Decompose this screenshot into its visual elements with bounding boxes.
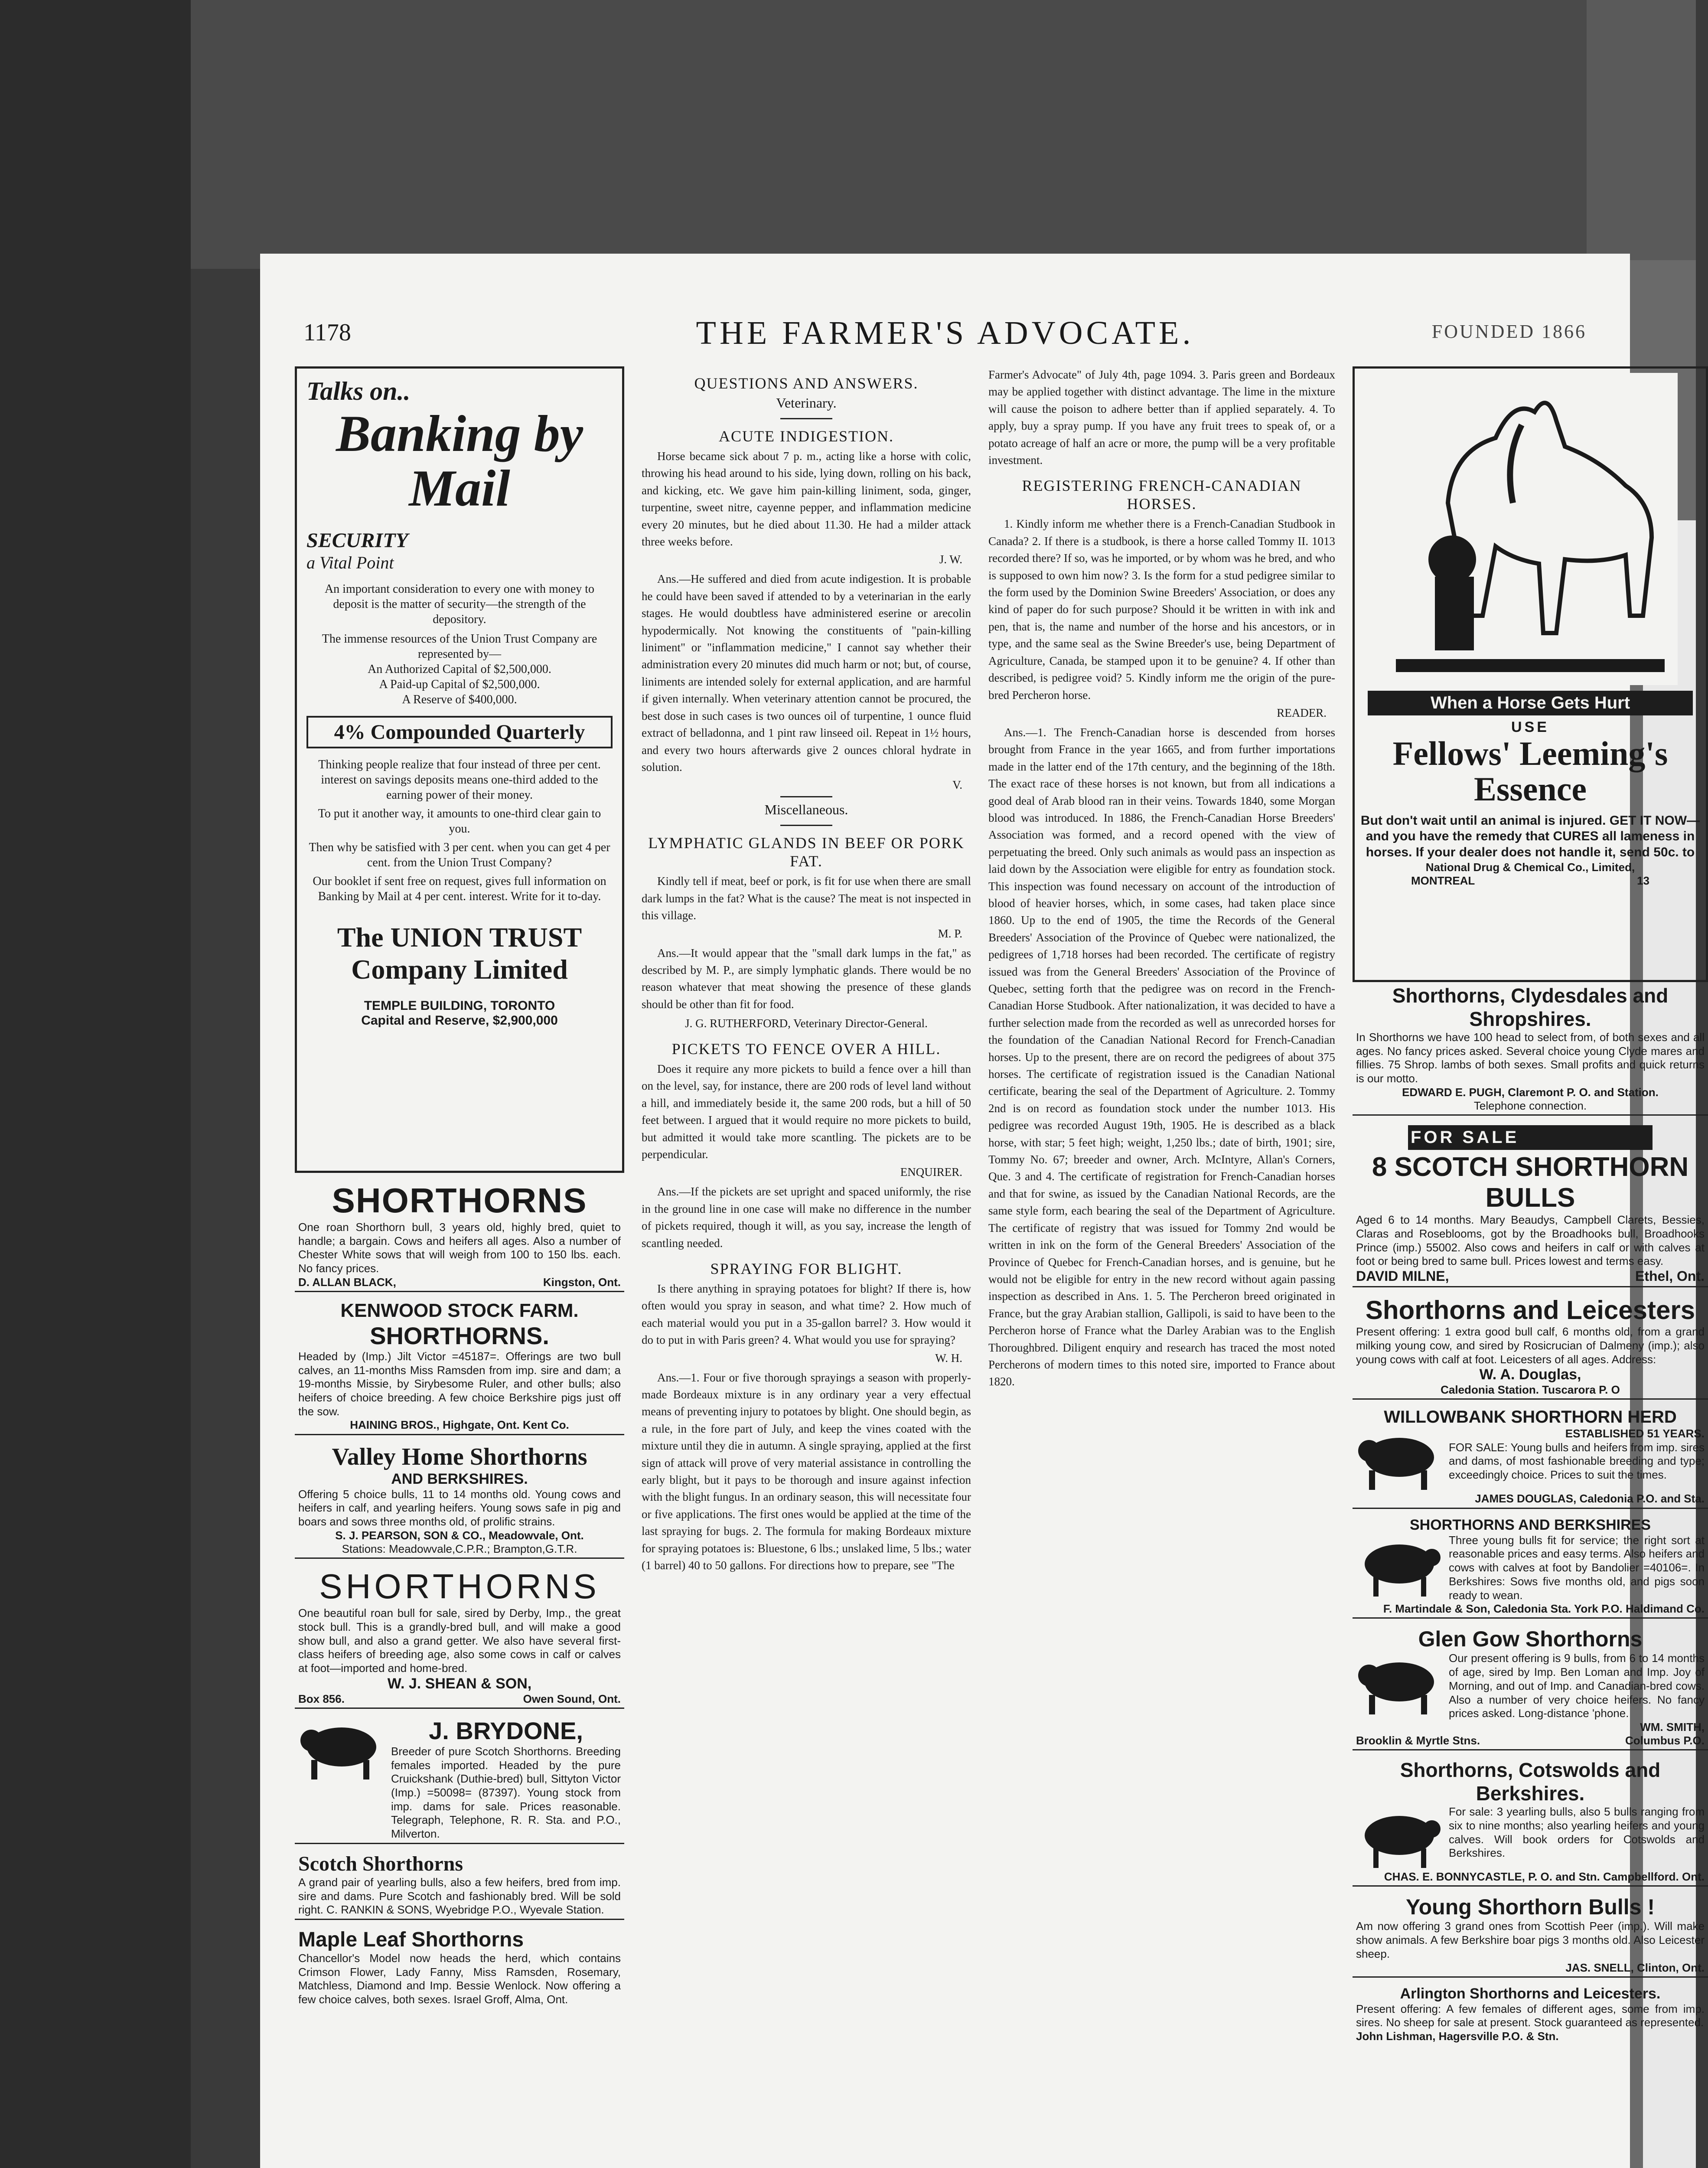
masthead: THE FARMER'S ADVOCATE. bbox=[696, 315, 1194, 351]
use-label: USE bbox=[1511, 719, 1549, 735]
ad-body: Present offering: A few females of different ages, some from imp. sires. No sheep for sale at present. Stock guaranteed as represented. bbox=[1356, 2002, 1705, 2029]
lishman-ad bbox=[1353, 1984, 1708, 2045]
signature: W. H. bbox=[935, 1351, 962, 1365]
ad-heading: Glen Gow Shorthorns bbox=[1418, 1627, 1643, 1652]
ad-body: One beautiful roan bull for sale, sired by Derby, Imp., the great stock bull. This is a grandly-bred bull, and will make a good show bull, and also a grand getter. We also have several first-class heifers of breeding age, also some cows in calf or calves at foot—imported and home-bred. bbox=[298, 1606, 621, 1675]
ad-heading: Maple Leaf Shorthorns bbox=[298, 1928, 524, 1951]
question-text: 1. Kindly inform me whether there is a French-Canadian Studbook in Canada? 2. If there is a studbook, is there a horse called Tommy II. 1013 recorded there? If so, was he imported, or by whom was he bred, and who is supposed to own him now? 3. Is the form for a stud pedigree similar to the form used by the Dominion Swine Breeders' Association, or does any kind of paper do for such purpose? Should it be written in with ink and pen, that is, the name and number of the horse and his ancestors, or in type, and the same seal as the Swine Breeder's use, being Department of Agriculture, Canada, be stamped upon it to be genuine? 4. If other than described, is pedigree void? 5. Kindly inform me the origin of the pure-bred Percheron horse. bbox=[988, 517, 1335, 702]
banking-paragraph: A Paid-up Capital of $2,500,000. bbox=[379, 678, 540, 691]
signature: M. P. bbox=[938, 927, 962, 940]
ad-name: JAMES DOUGLAS, Caledonia P.O. and Sta. bbox=[1475, 1492, 1705, 1505]
company-name: National Drug & Chemical Co., Limited, bbox=[1425, 860, 1635, 874]
ad-body: Our present offering is 9 bulls, from 6 to 14 months of age, sired by Imp. Ben Loman and Imp. Joy of Morning, and out of Imp. and Canadian-bred cows. Also a number of very choice heifers. No fancy prices asked. Long-distance 'phone. bbox=[1449, 1652, 1705, 1720]
section-subtitle: Miscellaneous. bbox=[764, 802, 848, 818]
company-city: MONTREAL bbox=[1411, 874, 1475, 887]
question-text: Is there anything in spraying potatoes for blight? If there is, how often would you spray in season, and what time? 2. How much of each material would you put in a 35-gallon barrel? 3. How would it do to put in with Paris green? 4. What would you use for spraying? bbox=[642, 1282, 971, 1347]
fellows-leemings-ad bbox=[1353, 366, 1708, 982]
article-heading: LYMPHATIC GLANDS IN BEEF OR PORK FAT. bbox=[648, 834, 965, 870]
ad-body: Aged 6 to 14 months. Mary Beaudys, Campbell Clarets, Bessies, Claras and Roseblooms, got by the Broadhooks bull, Broadhooks Prince (imp.) 55002. Also cows and heifers in calf or with calves at foot or being bred to same bull. Prices lowest and terms easy. bbox=[1356, 1213, 1705, 1268]
article-heading: REGISTERING FRENCH-CANADIAN HORSES. bbox=[1022, 477, 1302, 513]
martindale-ad bbox=[1353, 1515, 1708, 1619]
ad-heading: Shorthorns, Clydesdales and Shropshires. bbox=[1392, 984, 1669, 1030]
ad-body: A grand pair of yearling bulls, also a few heifers, bred from imp. sire and dams. Pure Scotch and fashionably bred. Will be sold right. C. RANKIN & SONS, Wyebridge P.O., Wyevale Station. bbox=[298, 1875, 621, 1917]
sheep-icon bbox=[1356, 1805, 1443, 1870]
ad-body: Present offering: 1 extra good bull calf, 6 months old, from a grand milking young cow, and sired by Rosicrucian of Dalmeny (imp.); also young cows with calf at foot. Leicesters of all ages. Address: bbox=[1356, 1325, 1705, 1366]
ad-subheading: SHORTHORNS. bbox=[370, 1322, 549, 1349]
question-text: Horse became sick about 7 p. m., acting like a horse with colic, throwing his head around to his side, lying down, rolling on his back, and kicking, etc. We gave him pain-killing liniment, soda, ginger, turpentine, sweet nitre, cayenne pepper, and inflammation medicine every 20 minutes, but he died about 11.30. He had a milder attack three weeks before. bbox=[642, 450, 971, 549]
divider bbox=[780, 418, 832, 419]
signature: ENQUIRER. bbox=[900, 1166, 962, 1179]
ad-post-office: Columbus P.O. bbox=[1625, 1734, 1705, 1747]
ad-name: JAS. SNELL, Clinton, Ont. bbox=[1565, 1961, 1705, 1974]
ad-body: FOR SALE: Young bulls and heifers from imp. sires and dams, of most fashionable breeding and type; exceedingly choice. Prices to suit the times. bbox=[1449, 1440, 1705, 1482]
scan-backdrop-left bbox=[0, 0, 191, 2168]
shean-ad bbox=[295, 1565, 624, 1709]
ad-body: In Shorthorns we have 100 head to select from, of both sexes and all ages. No fancy prices asked. Several choice young Clyde mares and fillies. 75 Shrop. lambs of both sexes. Small profits and quick returns is our motto. bbox=[1356, 1031, 1705, 1085]
scotch-shorthorns-ad bbox=[295, 1850, 624, 1920]
signature: READER. bbox=[1277, 706, 1327, 719]
scan-backdrop-top bbox=[0, 0, 1696, 269]
maple-leaf-ad bbox=[295, 1926, 624, 2008]
answer-text: Ans.—If the pickets are set upright and spaced uniformly, the rise in the ground line in one case will make no difference in the number of pickets required, though it will, as you say, increase the length of scantling needed. bbox=[642, 1185, 971, 1250]
section-subtitle: Veterinary. bbox=[776, 395, 837, 411]
question-text: Kindly tell if meat, beef or pork, is fit for use when there are small dark lumps in the fat? What is the cause? The meat is not inspected in this village. bbox=[642, 875, 971, 922]
credit-line: J. G. RUTHERFORD, Veterinary Director-General. bbox=[685, 1017, 928, 1030]
question-text: Does it require any more pickets to build a fence over a hill than on the level, say, for instance, there are 200 rods of level land without a hill, and immediately beside it, the same 200 rods, but a hill of 50 feet between. I argued that it would require no more pickets to build, but admitted it would take more scantling. The pickets are to be perpendicular. bbox=[642, 1062, 971, 1161]
banking-by-mail-title: Banking by Mail bbox=[336, 405, 583, 517]
ad-name: WM. SMITH, bbox=[1640, 1721, 1705, 1734]
answer-text: Ans.—1. Four or five thorough sprayings a season with properly-made Bordeaux mixture is in any ordinary year a very effectual means of preventing injury to potatoes by blight. One should begin, as a rule, in the fore part of July, and keep the vines coated with the mixture until they die in autumn. A single spraying, applied at the first sign of attack will prove of very material assistance in controlling the early blight, but it pays to be thorough and insure against infection with the blight fungus. In an ordinary season, this will necessitate four or five applications. The first ones would be applied at the time of the last spraying for bugs. 2. The formula for making Bordeaux mixture for spraying potatoes is: Bluestone, 6 lbs.; unslaked lime, 5 lbs.; water (1 barrel) 40 to 50 gallons. For directions how to prepare, see "The bbox=[642, 1371, 971, 1572]
ad-heading: 8 SCOTCH SHORTHORN BULLS bbox=[1372, 1152, 1689, 1213]
ad-name: F. Martindale & Son, Caledonia Sta. York P.O. Haldimand Co. bbox=[1383, 1602, 1705, 1616]
answer-text: Ans.—He suffered and died from acute indigestion. It is probable he could have been saved if attended to by a veterinarian in the early stages. He would doubtless have administered eserine or arecolin hypodermically. Not knowing the constituents of "pain-killing liniment" or "inflammation medicine," I cannot say whether their administration every 20 minutes did much harm or not; but, of course, liniments are intended solely for external application, and are harmful if given internally. When veterinary attention cannot be procured, the best dose in such cases is two ounces oil of turpentine, 1 ounce fluid extract of belladonna, and 1 pint raw linseed oil. Repeat in 1½ hours, and every two hours afterwards give 2 ounces chloral hydrate in solution. bbox=[642, 572, 971, 774]
ad-name: EDWARD E. PUGH, Claremont P. O. and Station. bbox=[1402, 1085, 1659, 1099]
ad-telephone: Telephone connection. bbox=[1473, 1099, 1587, 1113]
signature: V. bbox=[952, 778, 962, 792]
ad-body: Am now offering 3 grand ones from Scottish Peer (imp.). Will make show animals. A few Berkshire boar pigs 3 months old. Also Leicester sheep. bbox=[1356, 1920, 1705, 1960]
newspaper-page bbox=[260, 254, 1705, 2168]
ad-heading: Arlington Shorthorns and Leicesters. bbox=[1400, 1985, 1661, 2002]
ad-heading: SHORTHORNS bbox=[332, 1181, 587, 1220]
fellows-title: Fellows' Leeming's Essence bbox=[1392, 735, 1668, 808]
ad-body: Three young bulls fit for service; the right sort at reasonable prices and easy terms. Also heifers and cows with calves at foot by Bandolier =40106=. In Berkshires: Sows five months old, and pigs soon ready to wean. bbox=[1449, 1533, 1705, 1602]
milne-ad bbox=[1353, 1122, 1708, 1287]
brydone-ad bbox=[295, 1715, 624, 1844]
ad-box: Box 856. bbox=[298, 1692, 345, 1705]
ad-place: Owen Sound, Ont. bbox=[523, 1692, 621, 1705]
ad-place: Ethel, Ont. bbox=[1635, 1268, 1705, 1284]
ad-heading: Shorthorns, Cotswolds and Berkshires. bbox=[1400, 1759, 1661, 1805]
banking-paragraph: To put it another way, it amounts to one-third clear gain to you. bbox=[318, 807, 601, 836]
horse-illustration bbox=[1383, 373, 1678, 685]
ad-heading: Shorthorns and Leicesters bbox=[1365, 1296, 1695, 1325]
ad-number: 13 bbox=[1637, 874, 1649, 887]
bonnycastle-ad bbox=[1353, 1757, 1708, 1887]
ad-name: D. ALLAN BLACK, bbox=[298, 1275, 396, 1289]
founded-line: FOUNDED 1866 bbox=[1431, 321, 1587, 342]
ad-heading: Young Shorthorn Bulls ! bbox=[1406, 1895, 1655, 1920]
ad-body: Offering 5 choice bulls, 11 to 14 months old. Young cows and heifers in calf, and yearling heifers. Young sows safe in pig and boars and sows three months old, of prolific strains. bbox=[298, 1487, 621, 1528]
ad-name: W. J. SHEAN & SON, bbox=[387, 1675, 532, 1692]
article-heading: PICKETS TO FENCE OVER A HILL. bbox=[671, 1040, 941, 1058]
section-title: QUESTIONS AND ANSWERS. bbox=[694, 375, 919, 392]
glen-gow-ad bbox=[1353, 1625, 1708, 1750]
douglas-ad bbox=[1353, 1293, 1708, 1400]
answer-text: Ans.—1. The French-Canadian horse is descended from horses brought from France in the year 1665, and from further importations made in the latter end of the 17th century, and the beginning of the 18th. The exact race of these horses is not known, but from all indications a good deal of Arab blood ran in their veins. Towards 1840, some Morgan blood was introduced. In 1886, the French-Canadian Horse Breeders' Association was formed, and a record opened with the view of perpetuating the breed. Only such animals as would pass an inspection as laid down by the Association were eligible for entry as foundation stock. This inspection was found necessary on account of the introduction of blood of heavier horses, which, in some cases, had taken place since 1860. Up to the end of 1905, the time the Records of the General Breeders' Association of the Province of Quebec were nationalized, the pedigrees of 1,718 horses had been recorded. The certificate of registry issued was from the General Breeders' Association of the Province of Quebec, setting forth that the pedigree was on record in the French-Canadian Horse Studbook. After nationalization, it was decided to have a further selection made from the recorded as well as unrecorded horses for the foundation of the Canadian National Record for French-Canadian horses. Up to the present, there are on record the pedigrees of about 375 horses. The certificate of registration issued is the Canadian National certificate, bearing the seal of the Department of Agriculture. 2. Tommy 2nd is on record as foundation stock under the number 1013. His pedigree was recorded August 19th, 1905. He is described as a black horse, with star; 5 feet high; weight, 1,250 lbs.; date of birth, 1901; sire, Tommy No. 67; breeder and owner, Arch. McIntyre, Allan's Corners, Que. 3 and 4. The certificate of registration for French-Canadian horses and that for swine, as issued by the Canadian National Records, are the same style form, each bearing the seal of the Department of Agriculture. The certificate of registry that was issued for Tommy 2nd would be written in ink on the form of the General Breeders' Association of the Province of Quebec for French-Canadian horses, and is genuine, but he would not be eligible for entry in the new record without again passing inspection as described in Ans. 1. 5. The Percheron breed originated in France, but the gray Arabian stallion, Gallipoli, is said to have been to the Percheron horse of France what the Darley Arabian was to the English Thoroughbred. Diligent enquiry and research has traced the most noted Percherons of modern times to this noted sire, imported to France about 1820. bbox=[988, 725, 1335, 1388]
column-ads-right bbox=[1353, 366, 1708, 2051]
security-subheading: a Vital Point bbox=[306, 553, 394, 572]
snell-ad bbox=[1353, 1893, 1708, 1977]
banking-paragraph: Our booklet if sent free on request, gives full information on Banking by Mail at 4 per cent. interest. Write for it to-day. bbox=[313, 875, 606, 903]
ad-place: Kingston, Ont. bbox=[543, 1275, 621, 1289]
ad-heading: Valley Home Shorthorns bbox=[332, 1443, 587, 1470]
ad-name: DAVID MILNE, bbox=[1356, 1268, 1449, 1284]
signature: J. W. bbox=[939, 553, 962, 566]
horse-banner: When a Horse Gets Hurt bbox=[1368, 691, 1693, 715]
bull-icon bbox=[1356, 1427, 1443, 1492]
ad-stations: Brooklin & Myrtle Stns. bbox=[1356, 1734, 1480, 1747]
valley-home-ad bbox=[295, 1441, 624, 1559]
union-address: TEMPLE BUILDING, TORONTO bbox=[364, 999, 555, 1013]
compounded-heading: 4% Compounded Quarterly bbox=[306, 716, 613, 748]
ad-body: Chancellor's Model now heads the herd, which contains Crimson Flower, Lady Fanny, Miss Ramsden, Rosemary, Matchless, Diamond and Imp. Bessie Wenlock. Now offering a few choice calves, both sexes. Israel Groff, Alma, Ont. bbox=[298, 1951, 621, 2006]
for-sale-banner: FOR SALE bbox=[1408, 1125, 1653, 1150]
union-trust-logo: The UNION TRUST Company Limited bbox=[337, 922, 582, 985]
ad-heading: Scotch Shorthorns bbox=[298, 1852, 463, 1875]
ad-body: For sale: 3 yearling bulls, also 5 bulls ranging from six to nine months; also yearling heifers and young calves. Will book orders for Cotswolds and Berkshires. bbox=[1449, 1805, 1705, 1860]
union-trust-ad bbox=[295, 366, 624, 1173]
pugh-ad bbox=[1353, 982, 1708, 1116]
ad-name: CHAS. E. BONNYCASTLE, P. O. and Stn. Campbellford. Ont. bbox=[1384, 1870, 1705, 1884]
ad-heading: SHORTHORNS AND BERKSHIRES bbox=[1409, 1516, 1651, 1533]
ad-name: HAINING BROS., Highgate, Ont. Kent Co. bbox=[350, 1418, 569, 1432]
article-heading: ACUTE INDIGESTION. bbox=[719, 428, 894, 445]
ad-heading: J. BRYDONE, bbox=[429, 1717, 583, 1744]
page-header bbox=[303, 314, 1587, 358]
banking-paragraph: Then why be satisfied with 3 per cent. when you can get 4 per cent. from the Union Trust Company? bbox=[309, 841, 610, 869]
talks-on: Talks on.. bbox=[306, 377, 411, 405]
ad-subheading: AND BERKSHIRES. bbox=[391, 1470, 528, 1487]
column-ads-left bbox=[295, 366, 624, 2015]
banking-paragraph: A Reserve of $400,000. bbox=[402, 693, 517, 706]
ad-body: Headed by (Imp.) Jilt Victor =45187=. Offerings are two bull calves, an 11-months Miss Ramsden from imp. sire and dam; a 19-months Missie, by Sirybesome Ruler, and other bulls; also heifers of choice breeding. A few choice Berkshire pigs just off the sow. bbox=[298, 1349, 621, 1418]
ad-body: But don't wait until an animal is injured. GET IT NOW—and you have the remedy that CURES all lameness in horses. If your dealer does not handle it, send 50c. to bbox=[1360, 813, 1700, 859]
union-capital: Capital and Reserve, $2,900,000 bbox=[361, 1013, 558, 1028]
ad-heading: KENWOOD STOCK FARM. bbox=[340, 1299, 579, 1321]
banking-paragraph: An Authorized Capital of $2,500,000. bbox=[368, 663, 551, 676]
kenwood-ad bbox=[295, 1298, 624, 1435]
willowbank-ad bbox=[1353, 1406, 1708, 1508]
banking-paragraph: The immense resources of the Union Trust Company are represented by— bbox=[322, 632, 597, 661]
ad-heading: WILLOWBANK SHORTHORN HERD bbox=[1384, 1407, 1677, 1427]
bull-icon bbox=[298, 1717, 385, 1782]
answer-text: Ans.—It would appear that the "small dark lumps in the fat," as described by M. P., are simply lymphatic glands. There would be no reason whatever that meat showing the presence of these glands should be other than fit for food. bbox=[642, 946, 971, 1011]
ad-body: Breeder of pure Scotch Shorthorns. Breeding females imported. Headed by the pure Cruickshank (Duthie-bred) bull, Sittyton Victor (Imp.) =50098= (87397). Young stock from imp. dams for sale. Prices reasonable. Telegraph, Telephone, R. R. Sta. and P.O., Milverton. bbox=[391, 1744, 621, 1841]
continued-text: Farmer's Advocate" of July 4th, page 1094. 3. Paris green and Bordeaux may be applied together with distinct advantage. The lime in the mixture will cause the poison to adhere better than if applied separately. 4. To apply, buy a spray pump. If you have any fruit trees to speak of, or a potato acreage of half an acre or more, the pump will be a very profitable investment. bbox=[988, 368, 1335, 467]
column-questions bbox=[642, 366, 971, 1577]
black-shorthorns-ad bbox=[295, 1179, 624, 1292]
ad-established: ESTABLISHED 51 YEARS. bbox=[1565, 1427, 1705, 1440]
ad-heading: SHORTHORNS bbox=[319, 1567, 600, 1606]
page-number: 1178 bbox=[303, 319, 351, 346]
ad-name: W. A. Douglas, bbox=[1479, 1366, 1581, 1383]
article-heading: SPRAYING FOR BLIGHT. bbox=[710, 1260, 903, 1278]
ad-name: John Lishman, Hagersville P.O. & Stn. bbox=[1356, 2030, 1559, 2043]
security-heading: SECURITY bbox=[306, 529, 408, 552]
banking-paragraph: Thinking people realize that four instead of three per cent. interest on savings deposits means one-third added to the earning power of their money. bbox=[318, 758, 601, 802]
ad-body: One roan Shorthorn bull, 3 years old, highly bred, quiet to handle; a bargain. Cows and heifers all ages. Also a number of Chester White sows that will weigh from 100 to 150 lbs. each. No fancy prices. bbox=[298, 1221, 621, 1275]
column-articles bbox=[988, 366, 1335, 1393]
banking-paragraph: An important consideration to every one with money to deposit is the matter of security—the strength of the depository. bbox=[324, 582, 595, 626]
ad-place: Caledonia Station. Tuscarora P. O bbox=[1441, 1383, 1620, 1397]
ad-name: S. J. PEARSON, SON & CO., Meadowvale, Ont. bbox=[335, 1528, 584, 1542]
sheep-icon bbox=[1356, 1534, 1443, 1599]
divider bbox=[780, 796, 832, 797]
bull-icon bbox=[1356, 1652, 1443, 1717]
ad-stations: Stations: Meadowvale,C.P.R.; Brampton,G.T.R. bbox=[342, 1542, 577, 1555]
divider bbox=[780, 825, 832, 826]
